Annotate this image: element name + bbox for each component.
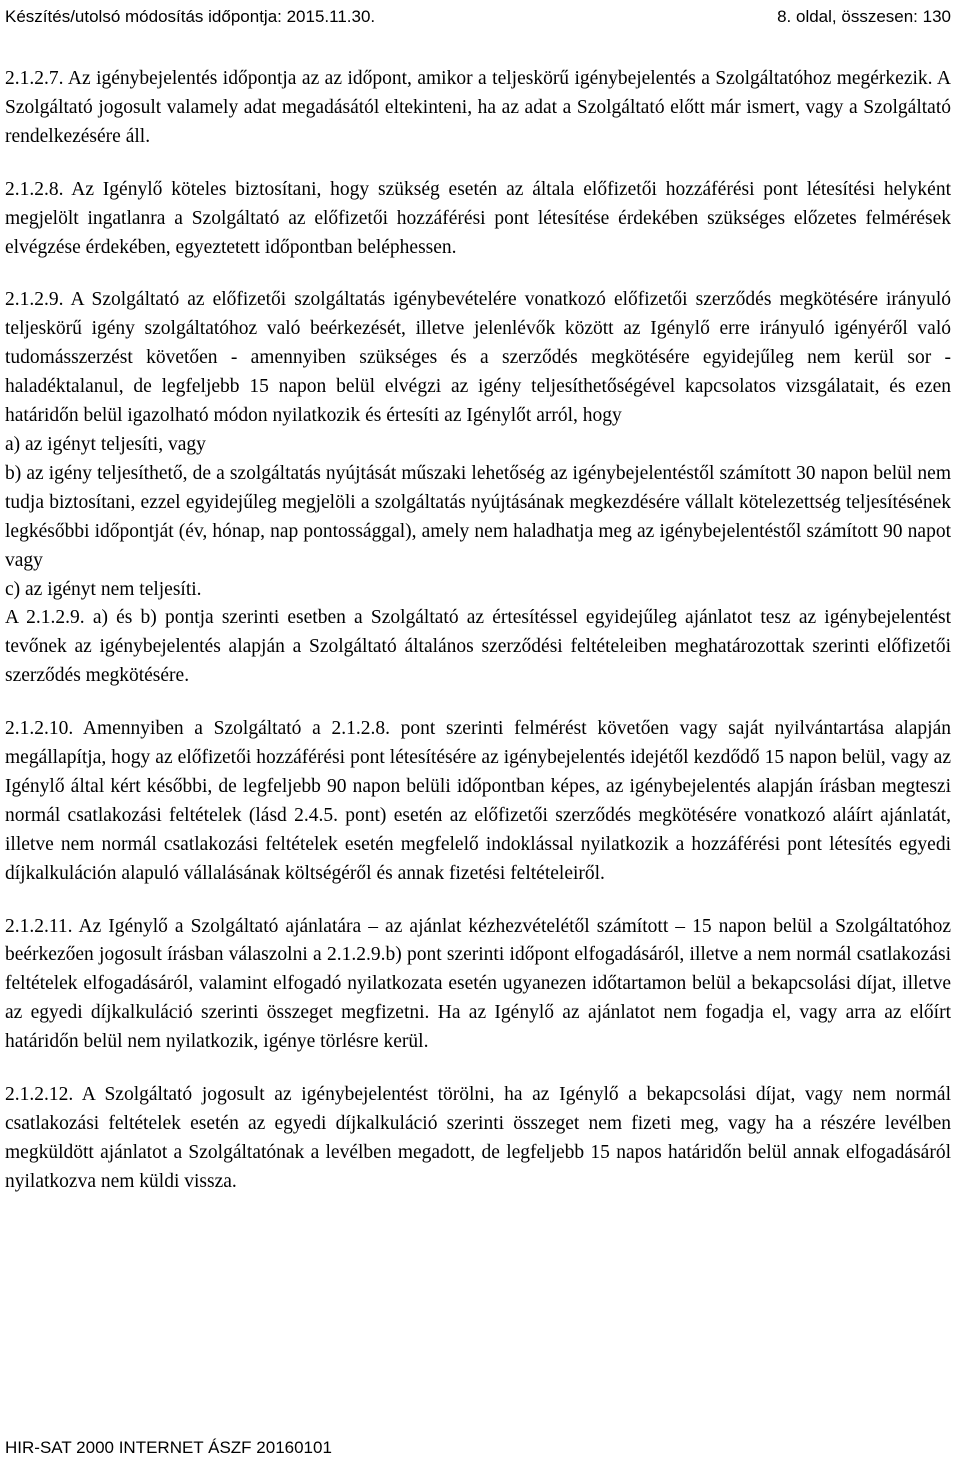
page-footer: HIR-SAT 2000 INTERNET ÁSZF 20160101: [5, 1438, 332, 1457]
paragraph-2-1-2-9: 2.1.2.9. A Szolgáltató az előfizetői szolgáltatás igénybevételére vonatkozó előfizetői szerződés megkötésére irányuló teljeskörű igény szolgáltatóhoz való beérkezését, illetve jelenlévők között az Igénylő erre irányuló igényéről való tudomásszerzést követően - amennyiben szükséges és a szerződés megkötésére egyidejűleg nem kerül sor - haladéktalanul, de legfeljebb 15 napon belül elvégzi az igény teljesíthetőségével kapcsolatos vizsgálatait, és ezen határidőn belül igazolható módon nyilatkozik és értesíti az Igénylőt arról, hogy: [5, 289, 951, 427]
paragraph-2-1-2-12: 2.1.2.12. A Szolgáltató jogosult az igénybejelentést törölni, ha az Igénylő a bekapcsolási díjat, vagy nem normál csatlakozási feltételek esetén az egyedi díjkalkuláció szerinti összeget nem fizeti meg, vagy ha a részére levélben megküldött ajánlatot a Szolgáltatónak a levélben megadott, de legfeljebb 15 napos határidőn belül annak elfogadásáról nyilatkozva nem küldi vissza.: [5, 1084, 951, 1192]
document-body: [5, 65, 951, 1221]
paragraph-2-1-2-9-offer: A 2.1.2.9. a) és b) pontja szerinti esetben a Szolgáltató az értesítéssel egyidejűleg ajánlatot tesz az igénybejelentést tevőnek az igénybejelentés alapján a Szolgáltató általános szerződési feltételeiben meghatározottak szerinti előfizetői szerződés megkötésére.: [5, 607, 951, 687]
header-page-number: 8. oldal, összesen: 130: [777, 7, 951, 26]
list-item-a: a) az igényt teljesíti, vagy: [5, 433, 206, 455]
header-timestamp: Készítés/utolsó módosítás időpontja: 2015.11.30.: [5, 7, 376, 26]
paragraph-2-1-2-10: 2.1.2.10. Amennyiben a Szolgáltató a 2.1.2.8. pont szerinti felmérést követően vagy saját nyilvántartása alapján megállapítja, hogy az előfizetői hozzáférési pont létesítésére az igénybejelentés idejétől kezdődő 15 napon belül, vagy az Igénylő által kért későbbi, de legfeljebb 90 napon belüli időpontban képes, az igénybejelentés alapján írásban megteszi normál csatlakozási feltételek (lásd 2.4.5. pont) esetén az előfizetői szerződés megkötésére vonatkozó aláírt ajánlatát, illetve nem normál csatlakozási feltételek esetén megfelelő indoklással nyilatkozik a hozzáférési pont létesítés egyedi díjkalkuláción alapuló vállalásának költségéről és annak fizetési feltételeiről.: [5, 718, 951, 884]
page-header: [5, 6, 951, 30]
paragraph-2-1-2-8: 2.1.2.8. Az Igénylő köteles biztosítani, hogy szükség esetén az általa előfizetői hozzáférési pont létesítési helyként megjelölt ingatlanra a Szolgáltató az előfizetői hozzáférési pont létesítése érdekében szükséges előzetes felmérések elvégzése érdekében, egyeztetett időpontban beléphessen.: [5, 178, 951, 258]
section-2-1-2-9: [5, 286, 951, 691]
paragraph-2-1-2-11: 2.1.2.11. Az Igénylő a Szolgáltató ajánlatára – az ajánlat kézhezvételétől számított – 15 napon belül a Szolgáltatóhoz beérkezően jogosult írásban válaszolni a 2.1.2.9.b) pont szerinti időpont elfogadásáról, illetve a nem normál csatlakozási feltételek elfogadásáról, valamint elfogadó nyilatkozata esetén ugyanezen időtartamon belül a bekapcsolási díjat, illetve az egyedi díjkalkuláció szerinti összeget megfizetni. Ha az Igénylő az ajánlatot nem fogadja el, vagy arra az előírt határidőn belül nem nyilatkozik, igénye törlésre kerül.: [5, 915, 951, 1053]
list-item-b: b) az igény teljesíthető, de a szolgáltatás nyújtását műszaki lehetőség az igénybejelentéstől számított 30 napon belül nem tudja biztosítani, ezzel egyidejűleg megjelöli a szolgáltatás nyújtásának megkezdésére vállalt kötelezettség teljesítésének legkésőbbi időpontját (év, hónap, nap pontossággal), amely nem haladhatja meg az igénybejelentéstől számított 90 napot vagy: [5, 462, 951, 571]
paragraph-2-1-2-7: 2.1.2.7. Az igénybejelentés időpontja az az időpont, amikor a teljeskörű igénybejelentés a Szolgáltatóhoz megérkezik. A Szolgáltató jogosult valamely adat megadásától eltekinteni, ha az adat a Szolgáltató előtt már ismert, vagy a Szolgáltató rendelkezésére áll.: [5, 68, 951, 147]
list-item-c: c) az igényt nem teljesíti.: [5, 578, 202, 600]
